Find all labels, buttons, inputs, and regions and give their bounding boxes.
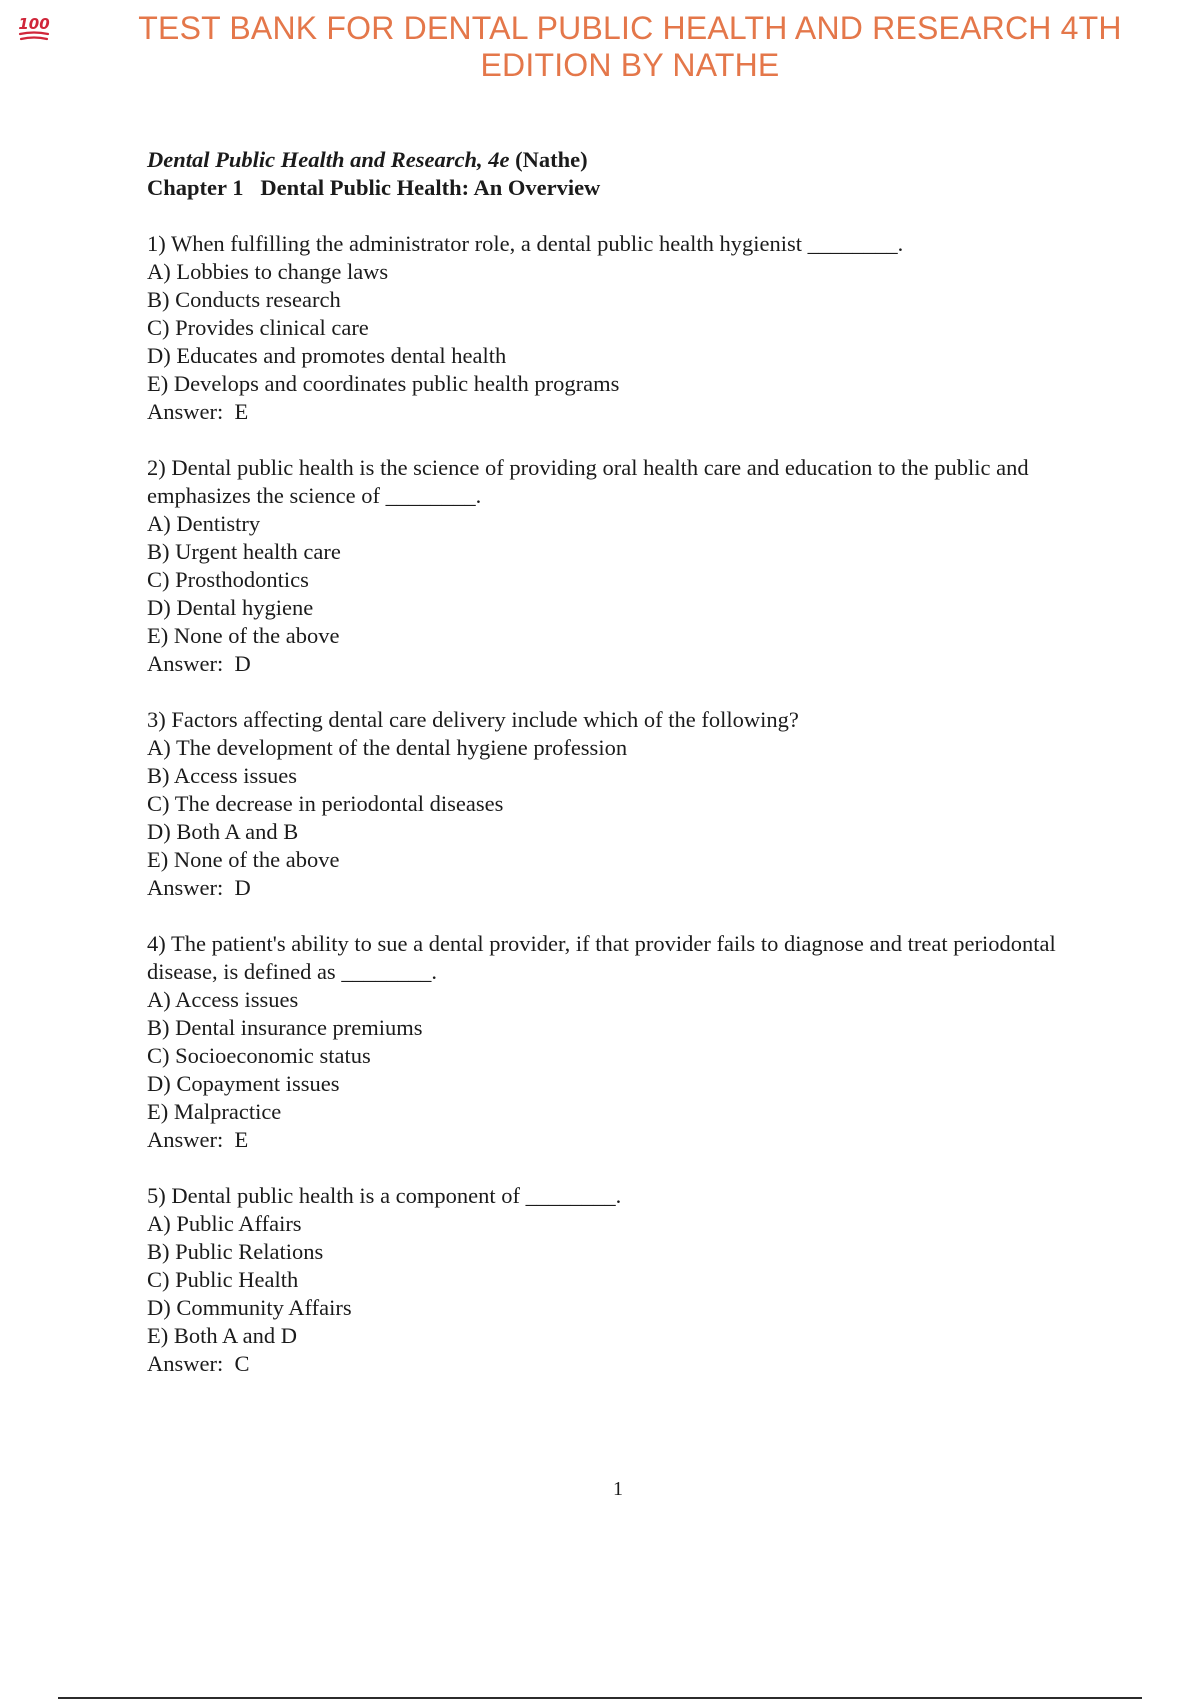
answer-option: C) Socioeconomic status xyxy=(147,1043,371,1068)
answer-option: C) Provides clinical care xyxy=(147,315,369,340)
hundred-points-icon xyxy=(16,12,52,46)
answer-option: A) Public Affairs xyxy=(147,1211,302,1236)
hundred-points-icon-text: 100 xyxy=(18,15,50,33)
question-item xyxy=(147,454,1077,678)
page-number: 1 xyxy=(613,1478,623,1500)
question-stem: 2) Dental public health is the science of providing oral health care and education to the public and emphasizes the science of ________. xyxy=(147,455,1029,508)
question-item xyxy=(147,706,1077,902)
question-stem: 3) Factors affecting dental care delivery include which of the following? xyxy=(147,707,799,732)
chapter-header xyxy=(147,146,1077,202)
book-title: Dental Public Health and Research, 4e xyxy=(147,147,510,172)
banner-title: TEST BANK FOR DENTAL PUBLIC HEALTH AND RESEARCH 4TH EDITION BY NATHE xyxy=(138,10,1122,83)
answer-key: Answer: C xyxy=(147,1351,250,1376)
question-stem: 1) When fulfilling the administrator role, a dental public health hygienist ________. xyxy=(147,231,904,256)
answer-option: C) Public Health xyxy=(147,1267,299,1292)
answer-option: B) Dental insurance premiums xyxy=(147,1015,423,1040)
answer-key: Answer: E xyxy=(147,399,249,424)
answer-option: B) Conducts research xyxy=(147,287,341,312)
answer-option: D) Both A and B xyxy=(147,819,299,844)
answer-option: D) Copayment issues xyxy=(147,1071,340,1096)
book-title-line xyxy=(147,146,1077,174)
answer-key: Answer: E xyxy=(147,1127,249,1152)
question-stem: 5) Dental public health is a component of ________. xyxy=(147,1183,622,1208)
answer-option: E) Develops and coordinates public health programs xyxy=(147,371,620,396)
answer-option: B) Access issues xyxy=(147,763,297,788)
answer-option: A) Access issues xyxy=(147,987,299,1012)
answer-key: Answer: D xyxy=(147,875,251,900)
answer-option: E) Both A and D xyxy=(147,1323,297,1348)
answer-option: E) None of the above xyxy=(147,623,340,648)
answer-option: A) The development of the dental hygiene profession xyxy=(147,735,628,760)
document-body xyxy=(147,146,1077,1406)
question-stem: 4) The patient's ability to sue a dental provider, if that provider fails to diagnose and treat periodontal disease, is defined as ________. xyxy=(147,931,1056,984)
question-list xyxy=(147,230,1077,1378)
answer-option: B) Urgent health care xyxy=(147,539,341,564)
answer-option: D) Community Affairs xyxy=(147,1295,352,1320)
answer-option: B) Public Relations xyxy=(147,1239,324,1264)
answer-option: D) Dental hygiene xyxy=(147,595,314,620)
chapter-title: Chapter 1 Dental Public Health: An Overview xyxy=(147,175,601,200)
question-item xyxy=(147,1182,1077,1378)
answer-option: C) Prosthodontics xyxy=(147,567,309,592)
answer-key: Answer: D xyxy=(147,651,251,676)
answer-option: E) Malpractice xyxy=(147,1099,282,1124)
answer-option: D) Educates and promotes dental health xyxy=(147,343,507,368)
book-author: (Nathe) xyxy=(509,147,588,172)
question-item xyxy=(147,230,1077,426)
answer-option: A) Dentistry xyxy=(147,511,261,536)
question-item xyxy=(147,930,1077,1154)
answer-option: C) The decrease in periodontal diseases xyxy=(147,791,504,816)
bottom-divider xyxy=(58,1697,1142,1699)
answer-option: A) Lobbies to change laws xyxy=(147,259,389,284)
answer-option: E) None of the above xyxy=(147,847,340,872)
